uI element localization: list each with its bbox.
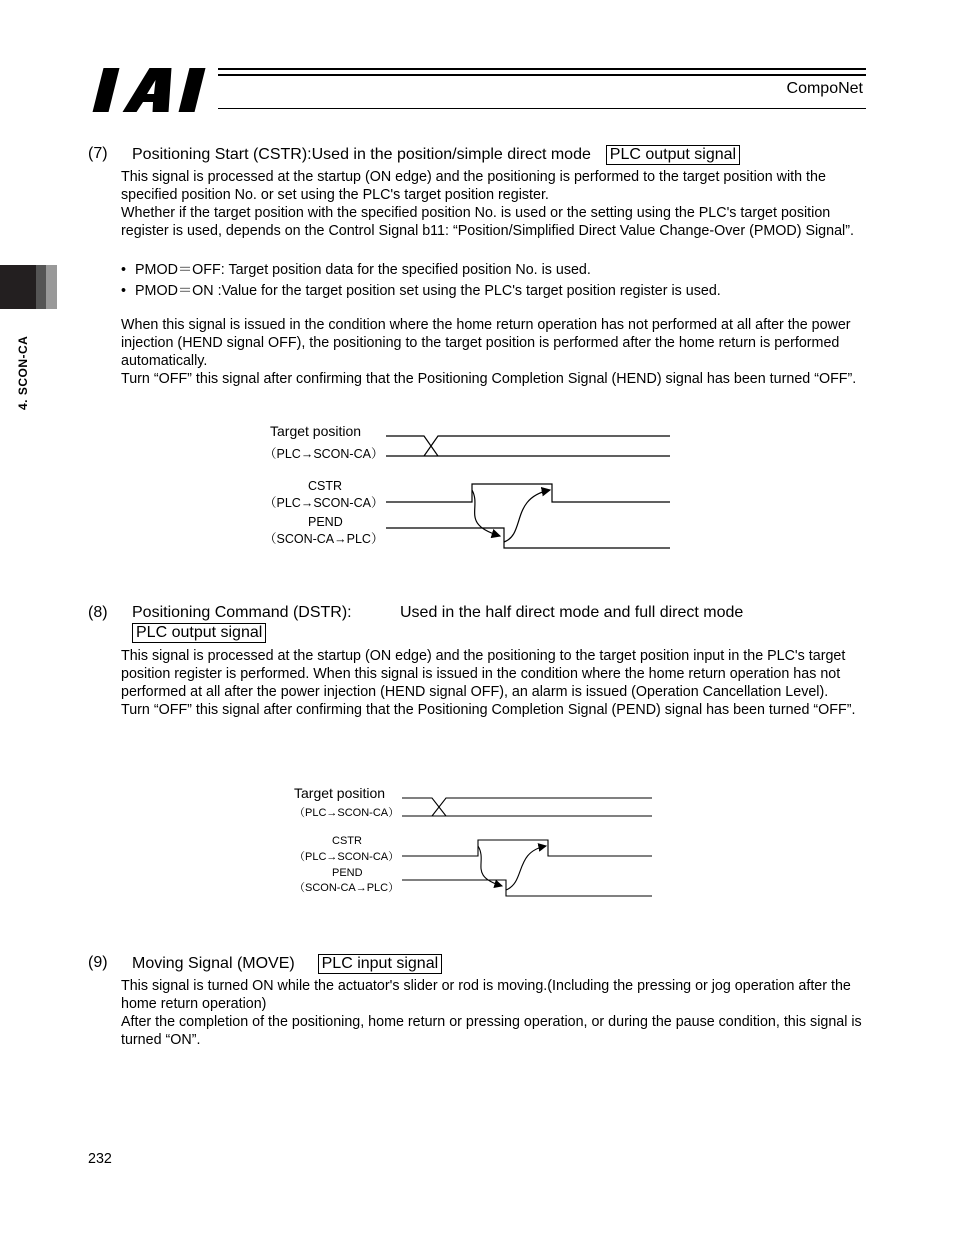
section-title-extra: Used in the half direct mode and full direct mode bbox=[400, 604, 744, 621]
paragraph: Whether if the target position with the specified position No. is used or the setting using the PLC's target position register is used, depends on the Control Signal b11: “Position/Simplified Direct Value Change-Over (PMOD) Signal”. bbox=[121, 204, 854, 239]
section-7-body-after bbox=[121, 317, 866, 389]
timing-diagram-cstr bbox=[260, 418, 680, 558]
diagram-label: （PLC→SCON-CA） bbox=[264, 496, 384, 510]
header-rule-top bbox=[218, 68, 866, 70]
paragraph: This signal is processed at the startup (ON edge) and the positioning to the target position input in the PLC's target position register is performed. When this signal is issued in the condition where the home return operation has not performed at all after the power injection (HEND signal OFF), an alarm is issued (Operation Cancellation Level). bbox=[121, 648, 846, 700]
section-8-heading bbox=[88, 604, 808, 624]
section-9-body bbox=[121, 978, 866, 1050]
diagram-label: （SCON-CA→PLC） bbox=[294, 882, 400, 894]
paragraph: Turn “OFF” this signal after confirming that the Positioning Completion Signal (HEND) signal has been turned “OFF”. bbox=[121, 370, 857, 387]
paragraph: Turn “OFF” this signal after confirming that the Positioning Completion Signal (PEND) signal has been turned “OFF”. bbox=[121, 701, 856, 718]
diagram-label: Target position bbox=[270, 423, 362, 439]
timing-diagram-dstr bbox=[290, 782, 660, 902]
dstr-waveform bbox=[402, 840, 652, 856]
bullet-item: • PMOD＝OFF: Target position data for the specified position No. is used. bbox=[121, 262, 591, 278]
iai-logo bbox=[90, 66, 215, 114]
pend-waveform bbox=[386, 528, 670, 548]
side-tab-block-mid bbox=[36, 265, 46, 309]
diagram-label: （SCON-CA→PLC） bbox=[264, 532, 384, 546]
diagram-label: （PLC→SCON-CA） bbox=[294, 807, 400, 819]
section-number: (8) bbox=[88, 604, 108, 621]
paragraph: When this signal is issued in the condition where the home return operation has not performed at all after the power injection (HEND signal OFF), the positioning to the target position is performed after the home return is performed automatically. bbox=[121, 317, 851, 369]
section-9-heading bbox=[88, 954, 588, 974]
section-title: Positioning Start (CSTR):Used in the position/simple direct mode PLC output signal bbox=[132, 145, 740, 165]
pend-to-cstr-arrow bbox=[504, 490, 550, 542]
cstr-to-pend-arrow bbox=[472, 490, 500, 536]
pend-to-dstr-arrow bbox=[506, 846, 546, 890]
diagram-label: （PLC→SCON-CA） bbox=[264, 447, 384, 461]
section-number: (9) bbox=[88, 954, 108, 971]
header-rule-mid bbox=[218, 74, 866, 76]
section-title: Moving Signal (MOVE) PLC input signal bbox=[132, 954, 442, 974]
diagram-label: Target position bbox=[294, 785, 386, 801]
section-7-body bbox=[121, 169, 866, 241]
signal-type-tag: PLC input signal bbox=[318, 954, 443, 974]
side-tab-block bbox=[0, 265, 36, 309]
side-tab-block-light bbox=[46, 265, 57, 309]
section-8-tag-row bbox=[132, 623, 266, 643]
diagram-label: （PLC→SCON-CA） bbox=[294, 851, 400, 863]
section-8-body bbox=[121, 648, 866, 720]
paragraph: After the completion of the positioning, home return or pressing operation, or during the pause condition, this signal is turned “ON”. bbox=[121, 1013, 862, 1048]
header-rule-bottom bbox=[218, 108, 866, 109]
target-position-waveform bbox=[402, 798, 652, 816]
diagram-label: PEND bbox=[332, 867, 363, 879]
pend-waveform bbox=[402, 880, 652, 896]
page-number: 232 bbox=[88, 1151, 112, 1167]
signal-type-tag: PLC output signal bbox=[606, 145, 740, 165]
diagram-label: PEND bbox=[308, 515, 343, 529]
diagram-label: CSTR bbox=[332, 835, 362, 847]
side-tab-label: 4. SCON-CA bbox=[16, 335, 30, 410]
paragraph: This signal is turned ON while the actuator's slider or rod is moving.(Including the pressing or jog operation after the home return operation) bbox=[121, 978, 851, 1012]
section-7-heading bbox=[88, 145, 788, 165]
diagram-label: CSTR bbox=[308, 479, 343, 493]
signal-type-tag: PLC output signal bbox=[132, 623, 266, 643]
chapter-name: CompoNet bbox=[786, 80, 863, 97]
target-position-waveform bbox=[386, 436, 670, 456]
section-number: (7) bbox=[88, 145, 108, 162]
paragraph: This signal is processed at the startup (ON edge) and the positioning is performed to the target position with the specified position No. or set using the PLC's target position register. bbox=[121, 169, 826, 203]
section-title: Positioning Command (DSTR): bbox=[132, 604, 352, 621]
bullet-item: • PMOD＝ON :Value for the target position set using the PLC's target position register is used. bbox=[121, 283, 721, 299]
cstr-waveform bbox=[386, 484, 670, 502]
